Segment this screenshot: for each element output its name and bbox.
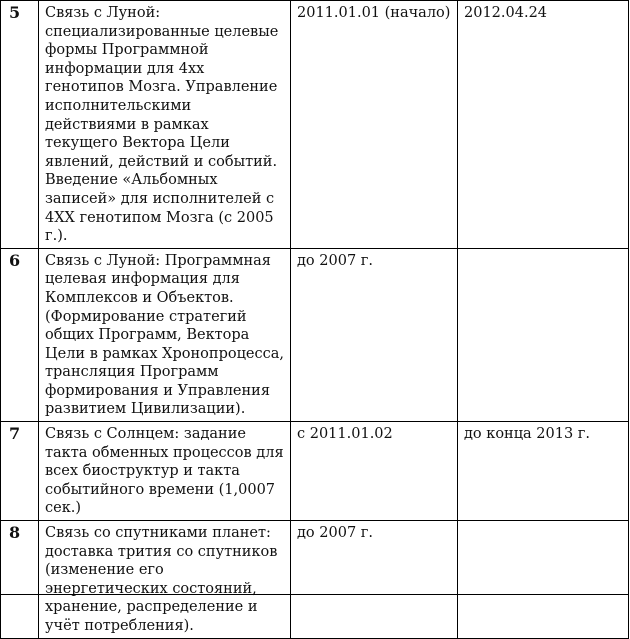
table-row	[1, 422, 629, 521]
table-row	[1, 248, 629, 421]
row-end	[458, 248, 629, 421]
row-start: 2011.01.01 (начало)	[291, 1, 458, 249]
row-description: Связь с Солнцем: задание такта обменных процессов для всех биоструктур и такта событийного времени (1,0007 сек.)	[39, 422, 291, 521]
row-number: 6	[1, 248, 39, 421]
row-number: 7	[1, 422, 39, 521]
row-start: до 2007 г.	[291, 248, 458, 421]
table-row	[1, 521, 629, 639]
row-start: до 2007 г.	[291, 521, 458, 639]
row-end	[458, 521, 629, 639]
row-number: 5	[1, 1, 39, 249]
row-description: Связь со спутниками планет: доставка трития со спутников (изменение его энергетических состояний, хранение, распределение и учёт потребления).	[39, 521, 291, 639]
row-number: 8	[1, 521, 39, 639]
row-description: Связь с Луной: Программная целевая информация для Комплексов и Объектов. (Формирование стратегий общих Программ, Вектора Цели в рамках Хронопроцесса, трансляция Программ формирования и Управления развитием Цивилизации).	[39, 248, 291, 421]
row-end: 2012.04.24	[458, 1, 629, 249]
row-end: до конца 2013 г.	[458, 422, 629, 521]
table-bottom-rule	[0, 594, 628, 595]
row-start: с 2011.01.02	[291, 422, 458, 521]
table-row	[1, 1, 629, 249]
row-description: Связь с Луной: специализированные целевые формы Программной информации для 4хх генотипов Мозга. Управление исполнительскими действиями в рамках текущего Вектора Цели явлений, действий и событий. Введение «Альбомных записей» для исполнителей с 4ХХ генотипом Мозга (с 2005 г.).	[39, 1, 291, 249]
